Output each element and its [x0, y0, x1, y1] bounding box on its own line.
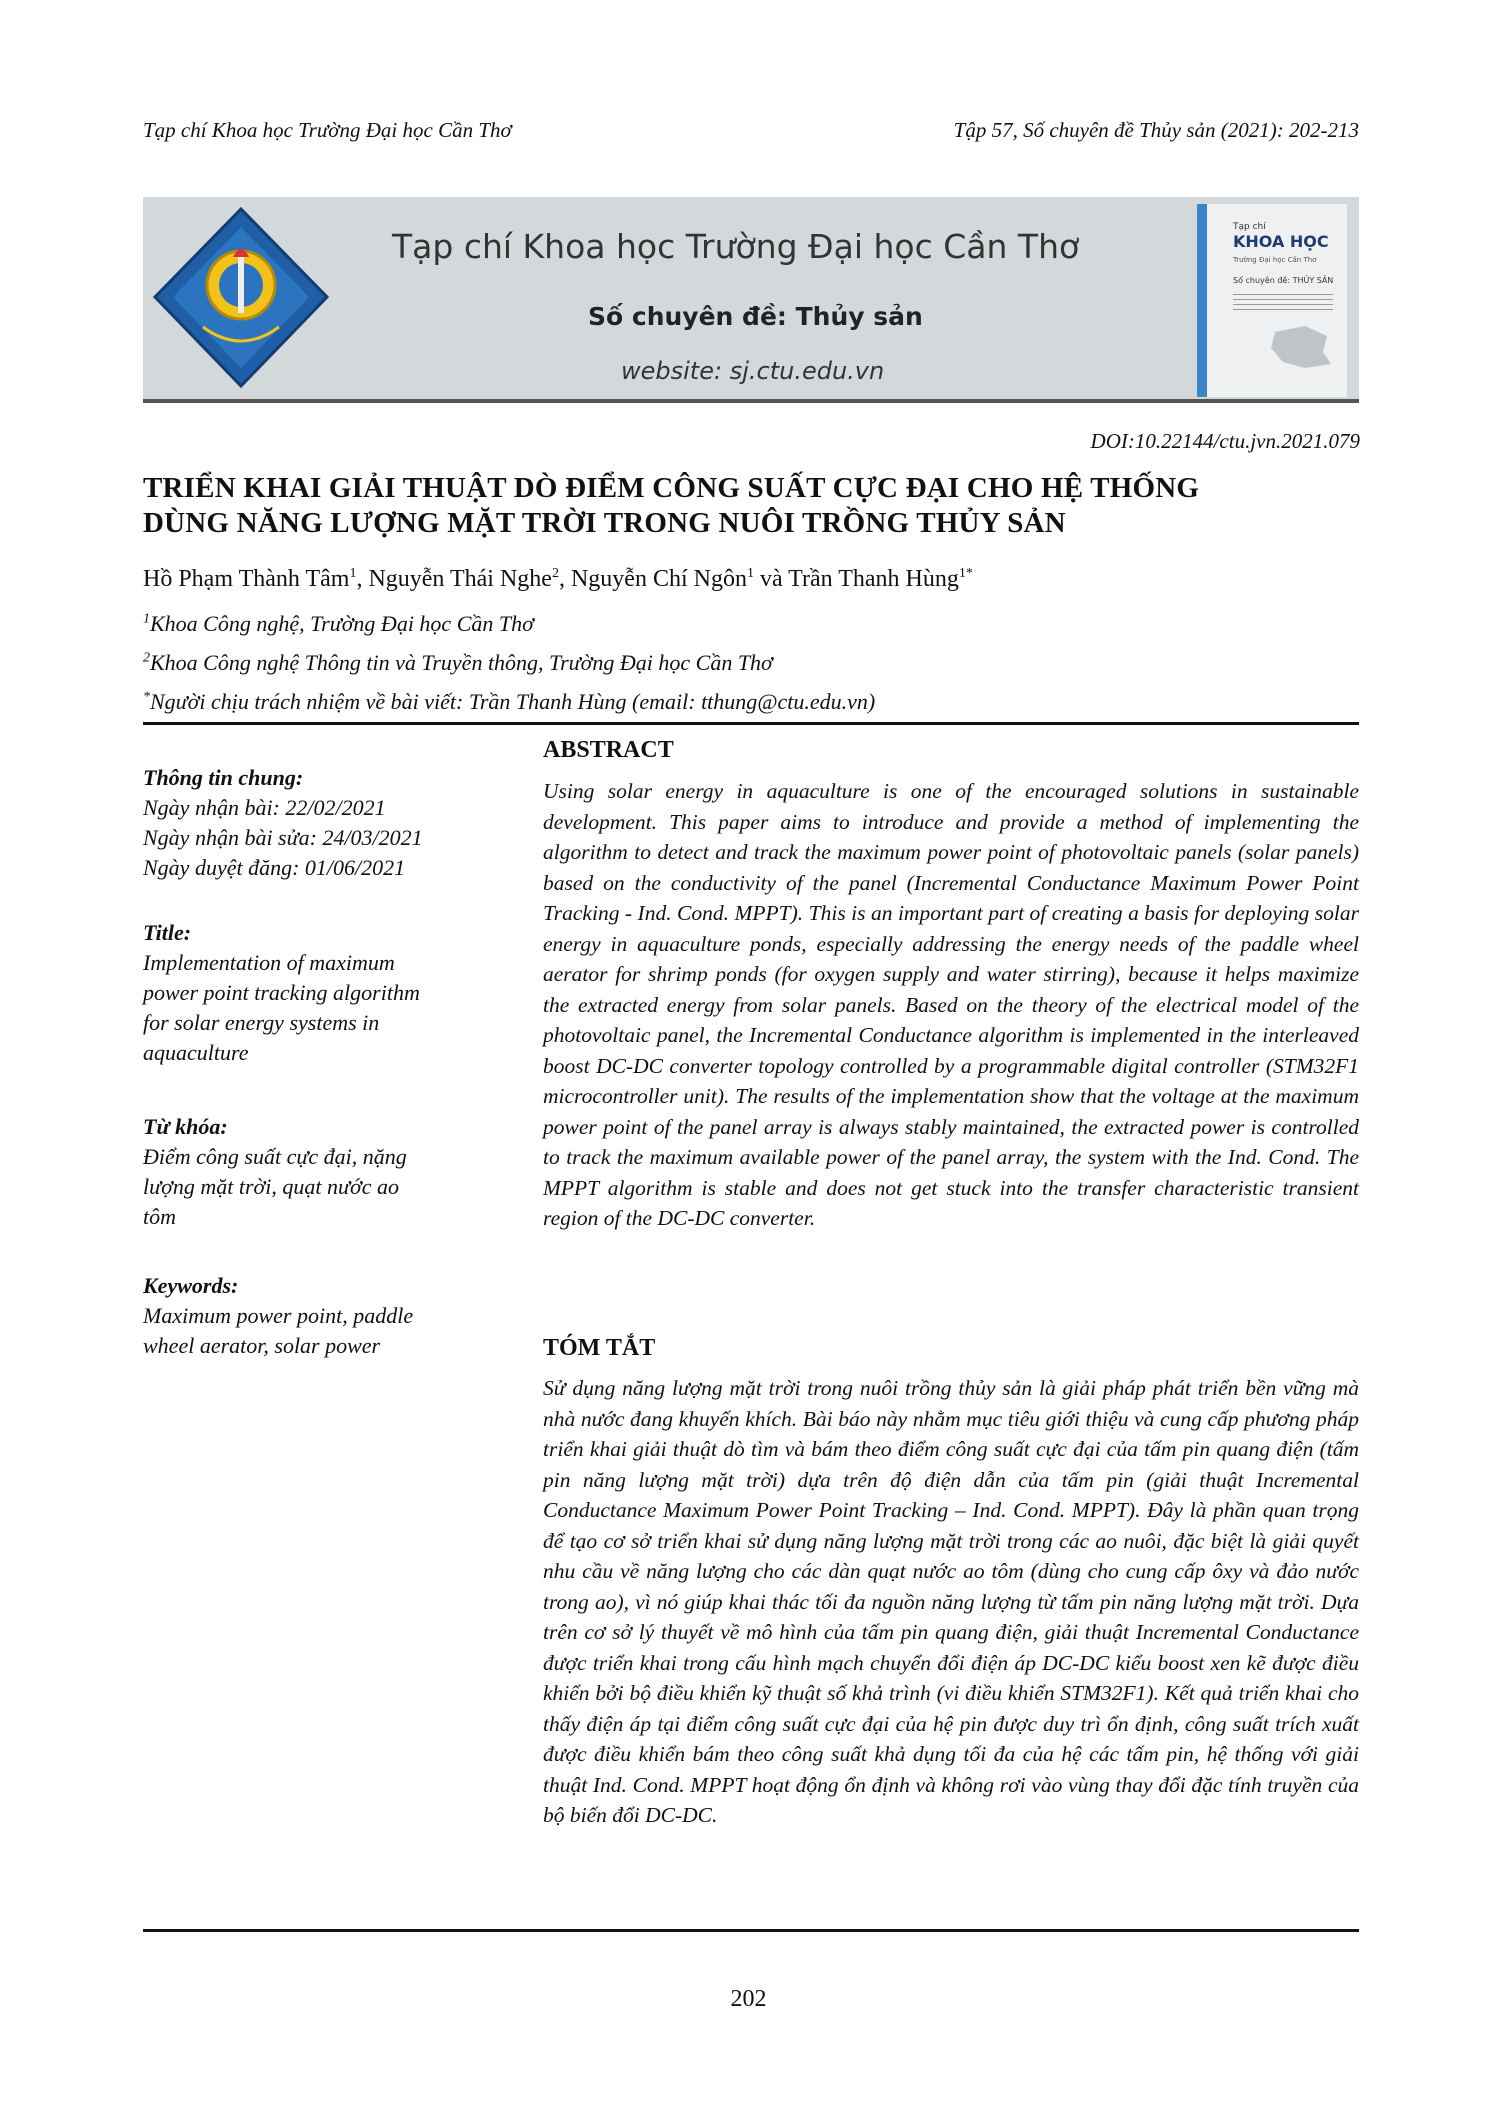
affiliation-text: Khoa Công nghệ Thông tin và Truyền thông, Trường Đại học Cần Thơ: [150, 650, 773, 675]
author-sup: 1: [349, 566, 357, 581]
title-line: DÙNG NĂNG LƯỢNG MẶT TRỜI TRONG NUÔI TRỒNG THỦY SẢN: [143, 507, 1066, 539]
author: Hồ Phạm Thành Tâm: [143, 566, 350, 592]
english-keywords: [143, 1271, 503, 1361]
banner-title: Tạp chí Khoa học Trường Đại học Cần Thơ: [392, 227, 1080, 266]
divider: [143, 722, 1359, 725]
banner-subtitle: Số chuyên đề: Thủy sản: [588, 302, 923, 331]
journal-name: Tạp chí Khoa học Trường Đại học Cần Thơ: [143, 118, 512, 142]
affiliation: [143, 611, 534, 637]
map-icon: [1265, 322, 1335, 372]
keyword-line: tôm: [143, 1204, 176, 1229]
tomtat-text: Sử dụng năng lượng mặt trời trong nuôi trồng thủy sản là giải pháp phát triển bền vững mà nhà nước đang khuyến khích. Bài báo này nhằm mục tiêu giới thiệu và cung cấp phương pháp triển khai giải thuật dò tìm và bám theo điểm công suất cực đại của tấm pin quang điện (tấm pin năng lượng mặt trời) dựa trên độ điện dẫn của tấm pin (giải thuật Incremental Conductance Maximum Power Point Tracking – Ind. Cond. MPPT). Đây là phần quan trọng để tạo cơ sở triển khai sử dụng năng lượng mặt trời trong các ao nuôi, đặc biệt là giải quyết nhu cầu về năng lượng cho các dàn quạt nước ao tôm (dùng cho cung cấp ôxy và đảo nước trong ao), vì nó giúp khai thác tối đa nguồn năng lượng từ tấm pin năng lượng mặt trời. Dựa trên cơ sở lý thuyết về mô hình của tấm pin quang điện, giải thuật Incremental Conductance được triển khai trong cấu hình mạch chuyển đổi điện áp DC-DC kiểu boost xen kẽ được điều khiển bởi bộ điều khiển kỹ thuật số khả trình (vi điều khiển STM32F1). Kết quả triển khai cho thấy điện áp tại điểm công suất cực đại của hệ pin được duy trì ổn định, công suất trích xuất được điều khiển bám theo công suất khả dụng tối đa của hệ các tấm pin, hệ thống với giải thuật Ind. Cond. MPPT hoạt động ổn định và không rơi vào vùng thay đổi đặc tính truyền của bộ biến đổi DC-DC.: [543, 1376, 1359, 1827]
affiliation: [143, 650, 773, 676]
author-list: [143, 566, 973, 593]
english-title-line: aquaculture: [143, 1040, 249, 1065]
author-separator: ,: [558, 566, 571, 592]
keywords-heading: Keywords:: [143, 1273, 239, 1298]
title-line: TRIỂN KHAI GIẢI THUẬT DÒ ĐIỂM CÔNG SUẤT CỰC ĐẠI CHO HỆ THỐNG: [143, 472, 1200, 504]
keyword-line: lượng mặt trời, quạt nước ao: [143, 1174, 399, 1199]
keyword-line: Điểm công suất cực đại, nặng: [143, 1144, 407, 1169]
affiliation-sup: *: [143, 689, 150, 705]
cover-title: KHOA HỌC: [1233, 232, 1329, 251]
author-separator: ,: [356, 566, 369, 592]
accepted-date: Ngày duyệt đăng: 01/06/2021: [143, 855, 406, 880]
affiliation-text: Người chịu trách nhiệm về bài viết: Trần Thanh Hùng (email: tthung@ctu.edu.vn): [150, 689, 876, 714]
affiliation-text: Khoa Công nghệ, Trường Đại học Cần Thơ: [150, 611, 534, 636]
english-title-line: for solar energy systems in: [143, 1010, 380, 1035]
university-seal-icon: [151, 205, 331, 390]
author-sup: 1: [746, 566, 754, 581]
page-number: 202: [730, 1986, 767, 2012]
author: Nguyễn Thái Nghe: [368, 566, 552, 592]
journal-cover-thumbnail: [1197, 204, 1347, 397]
article-info: [143, 763, 503, 883]
affiliation-sup: 2: [143, 650, 150, 666]
author: Trần Thanh Hùng: [788, 566, 959, 592]
cover-line: Tạp chí: [1233, 222, 1266, 232]
banner-website: website: sj.ctu.edu.vn: [621, 357, 885, 385]
article-title: [143, 471, 1373, 541]
running-header: [143, 118, 1359, 143]
vietnamese-keywords: [143, 1112, 503, 1232]
doi: DOI:10.22144/ctu.jvn.2021.079: [1090, 429, 1360, 453]
volume-info: Tập 57, Số chuyên đề Thủy sản (2021): 202-213: [953, 118, 1359, 142]
corresponding-author: [143, 689, 875, 715]
english-title-line: power point tracking algorithm: [143, 980, 420, 1005]
affiliation-sup: 1: [143, 611, 150, 627]
author: Nguyễn Chí Ngôn: [570, 566, 747, 592]
received-date: Ngày nhận bài: 22/02/2021: [143, 795, 386, 820]
english-title-line: Implementation of maximum: [143, 950, 395, 975]
tukhoa-heading: Từ khóa:: [143, 1114, 228, 1139]
cover-line: Trường Đại học Cần Thơ: [1233, 256, 1317, 264]
tomtat-heading: TÓM TẮT: [543, 1335, 656, 1361]
cover-text-lines: [1233, 294, 1333, 314]
author-sup: 1*: [958, 566, 973, 581]
divider: [143, 1929, 1359, 1932]
keyword-line: wheel aerator, solar power: [143, 1333, 381, 1358]
abstract-heading: ABSTRACT: [543, 737, 674, 763]
keyword-line: Maximum power point, paddle: [143, 1303, 414, 1328]
cover-line: Số chuyên đề: THỦY SẢN: [1233, 276, 1334, 285]
author-separator: và: [753, 566, 789, 592]
abstract-text: Using solar energy in aquaculture is one of the encouraged solutions in sustainable development. This paper aims to introduce and provide a method of implementing the algorithm to detect and track the maximum power point of photovoltaic panels (solar panels) based on the conductivity of the panel (Incremental Conductance Maximum Power Point Tracking - Ind. Cond. MPPT). This is an important part of creating a basis for deploying solar energy in aquaculture ponds, especially addressing the energy needs of the paddle wheel aerator for shrimp ponds (for oxygen supply and water stirring), because it helps maximize the extracted energy from solar panels. Based on the theory of the electrical model of the photovoltaic panel, the Incremental Conductance algorithm is implemented in the interleaved boost DC-DC converter topology controlled by a programmable digital controller (STM32F1 microcontroller unit). The results of the implementation show that the voltage at the maximum power point of the panel array is always stably maintained, the extracted power is controlled to track the maximum available power of the panel array, the system with the Ind. Cond. The MPPT algorithm is stable and does not get stuck into the transfer characteristic transient region of the DC-DC converter.: [543, 779, 1359, 1230]
revised-date: Ngày nhận bài sửa: 24/03/2021: [143, 825, 423, 850]
info-heading: Thông tin chung:: [143, 765, 304, 790]
journal-banner: [143, 197, 1359, 403]
author-sup: 2: [551, 566, 559, 581]
english-title-block: [143, 918, 503, 1068]
title-heading: Title:: [143, 920, 192, 945]
